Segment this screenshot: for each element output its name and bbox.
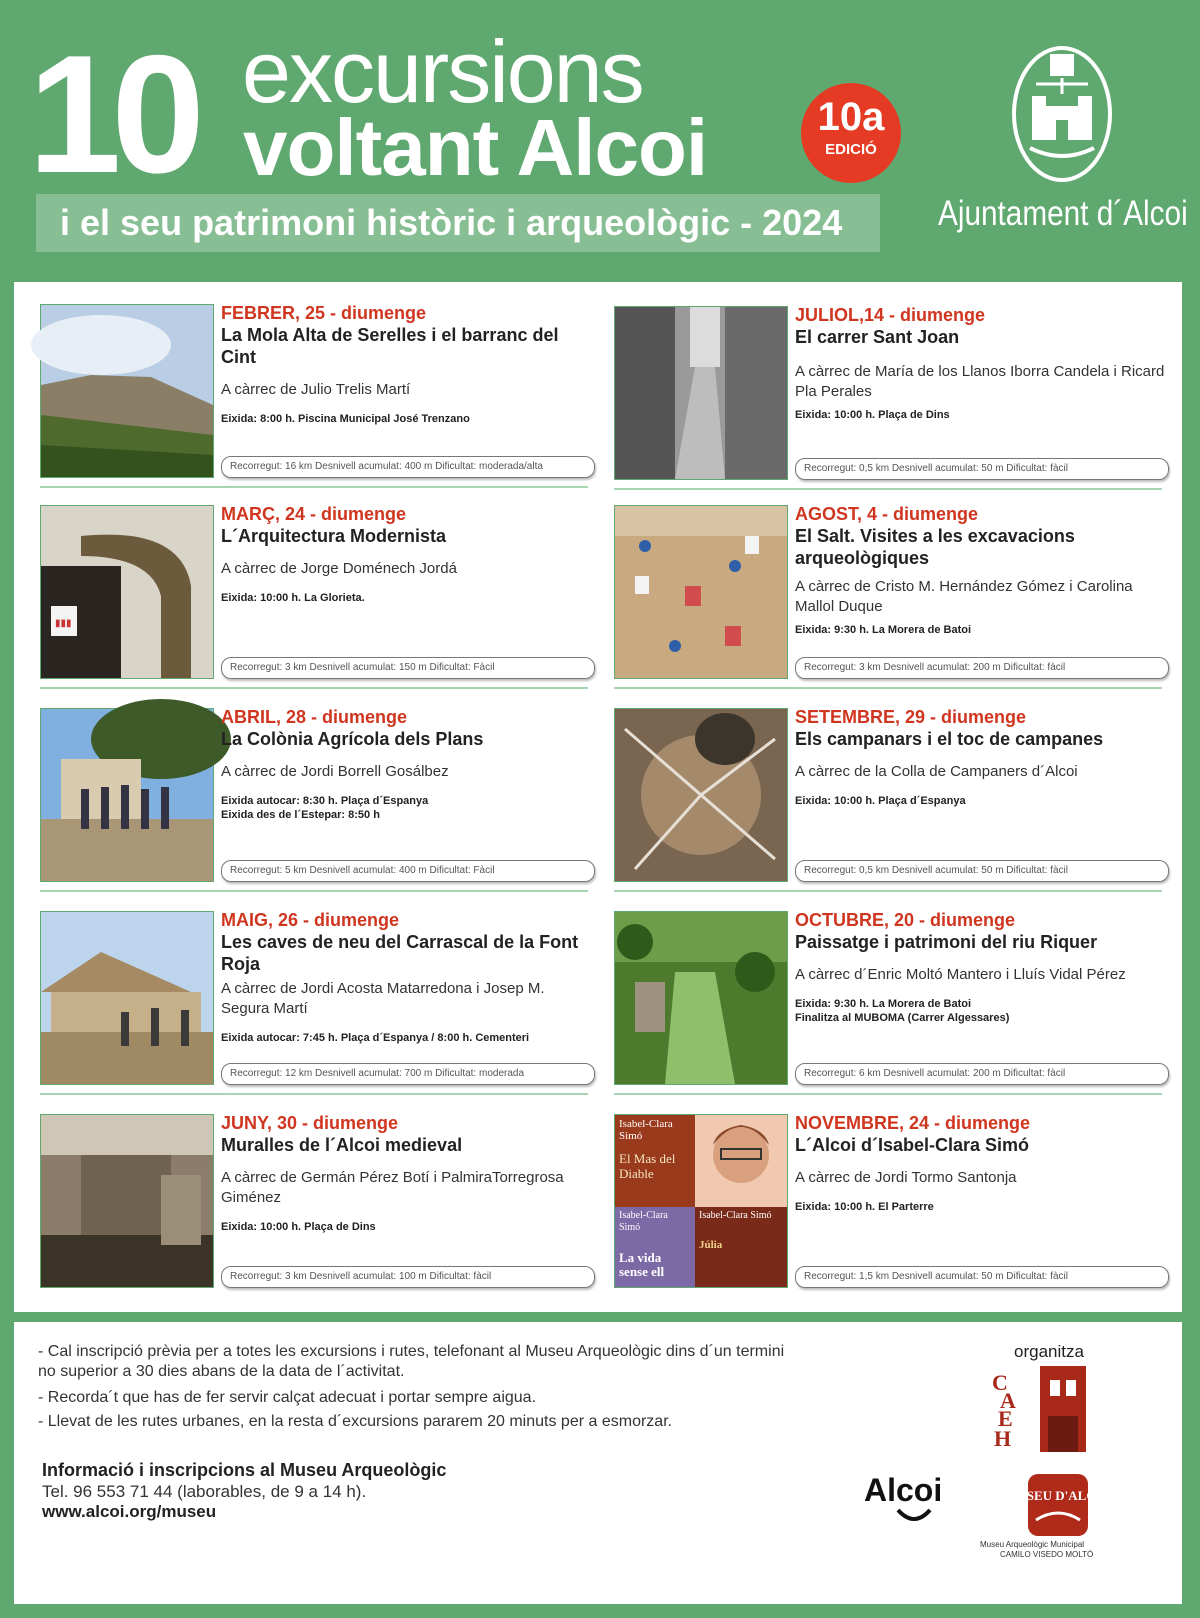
contact-website[interactable]: www.alcoi.org/museu [42,1502,217,1521]
excursion-november [588,1092,1163,1282]
excursion-info [795,304,1170,422]
portrait-icon [695,1115,787,1207]
excursion-info [221,503,596,605]
excursion-info [795,909,1170,1025]
excursion-title: L´Alcoi d´Isabel-Clara Simó [795,1135,1030,1155]
excursion-stats [795,1063,1169,1085]
museu-logo-text: MUSEU D'ALCOI [1005,1488,1111,1503]
museu-name: Museu Arqueològic Municipal [980,1540,1085,1549]
excursion-exit-2: Eixida des de l´Estepar: 8:50 h [221,809,380,821]
excursion-stats [795,458,1169,480]
excursion-title: Muralles de l´Alcoi medieval [221,1135,463,1155]
excursion-exit: Eixida: 8:00 h. Piscina Municipal José Trenzano [221,413,470,425]
excursion-guide: A càrrec de María de los Llanos Iborra Candela i Ricard Pla Perales [795,363,1165,400]
excursion-september [588,686,1163,876]
svg-text:A: A [1000,1388,1016,1413]
excursion-guide: A càrrec de Jorge Doménech Jordá [221,560,457,577]
title-line-2: voltant Alcoi [243,103,708,192]
excursion-title: Els campanars i el toc de campanes [795,729,1104,749]
excursion-title: L´Arquitectura Modernista [221,526,447,546]
excursion-july [588,284,1165,474]
note-registration: - Cal inscripció prèvia per a totes les excursions i rutes, telefonant al Museu Arqueològic dins d´un termini no superior a 30 dies abans de la data de l´activitat. [38,1343,785,1380]
excursion-guide: A càrrec de Jordi Tormo Santonja [795,1169,1017,1186]
excursion-stats [795,860,1169,882]
staircase-photo [40,505,214,679]
svg-text:▮▮▮: ▮▮▮ [55,618,72,629]
note-footwear: - Recorda´t que has de fer servir calçat adecuat i portar sempre aigua. [38,1389,537,1406]
alcoi-logo: Alcoi [864,1472,943,1508]
excursion-date: OCTUBRE, 20 - diumenge [795,910,1016,930]
smile-icon [894,1508,934,1524]
centre-alcoia-logo-icon [992,1366,1092,1452]
contact-heading: Informació i inscripcions al Museu Arqueològic [42,1460,447,1480]
excursion-info [221,706,596,822]
excursion-june [14,1092,589,1282]
header [0,0,1200,282]
excursion-guide: A càrrec de Jordi Borrell Gosálbez [221,763,449,780]
mountain-photo [40,304,214,478]
book-author: Isabel-Clara Simó [619,1118,673,1142]
excavation-photo [614,505,788,679]
badge-number: 10a [817,95,885,139]
colony-photo [40,708,214,882]
svg-text:H: H [994,1426,1012,1451]
excursion-guide: A càrrec d´Enric Moltó Mantero i Lluís Vidal Pérez [795,966,1126,983]
excursion-guide: A càrrec de Julio Trelis Martí [221,381,411,398]
excursion-stats [221,456,595,478]
excursion-exit: Eixida: 10:00 h. Plaça de Dins [221,1221,376,1233]
book-cover-1 [615,1115,695,1207]
street-photo [614,306,788,480]
edition-badge [801,83,901,183]
excursion-exit: Eixida autocar: 7:45 h. Plaça d´Espanya / 8:00 h. Cementeri [221,1032,530,1044]
excursion-exit: Eixida: 10:00 h. El Parterre [795,1201,934,1213]
svg-text:C: C [992,1370,1008,1395]
excursion-date: MARÇ, 24 - diumenge [221,504,407,524]
subtitle: i el seu patrimoni històric i arqueològic - 2024 [60,202,843,243]
excursion-date: ABRIL, 28 - diumenge [221,707,408,727]
museu-subname: CAMILO VISEDO MOLTÓ [1000,1550,1094,1559]
museu-logo-icon [1005,1472,1111,1538]
stats-text: Recorregut: 6 km Desnivell acumulat: 200 m Dificultat: fàcil [804,1068,1066,1079]
book-title: El Mas del Diable [619,1151,676,1181]
excursion-title: El carrer Sant Joan [795,327,960,347]
books-photo [614,1114,788,1288]
excursion-title: La Colònia Agrícola dels Plans [221,729,484,749]
stats-text: Recorregut: 0,5 km Desnivell acumulat: 50 m Dificultat: fàcil [804,865,1068,876]
book-author: Isabel-Clara Simó [699,1210,772,1221]
excursion-date: JULIOL,14 - diumenge [795,305,986,325]
river-photo [614,911,788,1085]
excursion-info [221,302,596,426]
excursion-exit: Eixida: 9:30 h. La Morera de Batoi [795,624,972,636]
book-title: La vida sense ell [619,1250,665,1279]
excursion-february [14,282,589,472]
excursion-date: JUNY, 30 - diumenge [221,1113,399,1133]
stats-text: Recorregut: 5 km Desnivell acumulat: 400 m Dificultat: Fàcil [230,865,495,876]
book-cover-2 [615,1207,695,1287]
excursion-october [588,889,1163,1079]
excursion-info [795,706,1170,808]
stats-text: Recorregut: 3 km Desnivell acumulat: 200 m Dificultat: fàcil [804,662,1066,673]
excursion-stats [221,860,595,882]
excursion-april [14,686,589,876]
organizer-name: Ajuntament d´Alcoi [938,194,1188,233]
excursion-date: SETEMBRE, 29 - diumenge [795,707,1027,727]
excursion-title: Les caves de neu del Carrascal de la Font Roja [221,932,579,974]
organizer-label: organitza [1014,1342,1084,1361]
excursion-exit: Eixida: 10:00 h. Plaça de Dins [795,409,950,421]
contact-phone: Tel. 96 553 71 44 (laborables, de 9 a 14 h). [42,1482,367,1501]
stats-text: Recorregut: 1,5 km Desnivell acumulat: 50 m Dificultat: fàcil [804,1271,1068,1282]
excursion-exit: Eixida: 10:00 h. La Glorieta. [221,592,365,604]
stats-text: Recorregut: 0,5 km Desnivell acumulat: 50 m Dificultat: fàcil [804,463,1068,474]
excursion-march [14,483,589,673]
edition-number: 10 [28,20,195,208]
title-line-1: excursions [242,22,643,121]
excursion-stats [221,1266,595,1288]
excursion-title: La Mola Alta de Serelles i el barranc del Cint [221,325,559,367]
book-cover-3 [695,1207,787,1287]
excursion-date: MAIG, 26 - diumenge [221,910,400,930]
excursion-stats [221,657,595,679]
excursion-title: Paissatge i patrimoni del riu Riquer [795,932,1098,952]
excursion-info [795,503,1170,637]
excursion-stats [795,657,1169,679]
walls-photo [40,1114,214,1288]
excursion-exit-2: Finalitza al MUBOMA (Carrer Algessares) [795,1012,1010,1024]
excursion-info [221,909,596,1045]
excursion-may [14,889,589,1079]
book-author: Isabel-Clara Simó [619,1210,668,1233]
note-breakfast: - Llevat de les rutes urbanes, en la resta d´excursions pararem 20 minuts per a esmorzar. [38,1413,673,1430]
excursion-title: El Salt. Visites a les excavacions arqueològiques [795,526,1075,568]
svg-text:E: E [998,1406,1013,1431]
excursion-date: FEBRER, 25 - diumenge [221,303,427,323]
excursion-guide: A càrrec de Cristo M. Hernández Gómez i Carolina Mallol Duque [795,578,1133,615]
excursion-august [588,483,1163,673]
bell-tower-photo [614,708,788,882]
excursions-panel [14,282,1182,1312]
excursion-guide: A càrrec de Jordi Acosta Matarredona i Josep M. Segura Martí [221,980,545,1017]
excursion-guide: A càrrec de Germán Pérez Botí i PalmiraTorregrosa Giménez [221,1169,564,1206]
excursion-exit: Eixida autocar: 8:30 h. Plaça d´Espanya [221,795,429,807]
excursion-info [221,1112,596,1234]
excursion-info [795,1112,1170,1214]
stats-text: Recorregut: 12 km Desnivell acumulat: 700 m Dificultat: moderada [230,1068,525,1079]
excursion-guide: A càrrec de la Colla de Campaners d´Alcoi [795,763,1078,780]
town-crest-icon [1010,44,1114,184]
excursion-exit: Eixida: 9:30 h. La Morera de Batoi [795,998,972,1010]
author-portrait [695,1115,787,1207]
stats-text: Recorregut: 3 km Desnivell acumulat: 100 m Dificultat: fàcil [230,1271,492,1282]
excursion-date: NOVEMBRE, 24 - diumenge [795,1113,1031,1133]
stats-text: Recorregut: 3 km Desnivell acumulat: 150 m Dificultat: Fàcil [230,662,495,673]
excursion-exit: Eixida: 10:00 h. Plaça d´Espanya [795,795,966,807]
badge-label: EDICIÓ [825,141,877,158]
stats-text: Recorregut: 16 km Desnivell acumulat: 400 m Dificultat: moderada/alta [230,461,543,472]
snow-cave-photo [40,911,214,1085]
excursion-stats [221,1063,595,1085]
book-title: Júlia [699,1239,723,1251]
excursion-date: AGOST, 4 - diumenge [795,504,979,524]
excursion-stats [795,1266,1169,1288]
footer-panel [14,1322,1182,1604]
